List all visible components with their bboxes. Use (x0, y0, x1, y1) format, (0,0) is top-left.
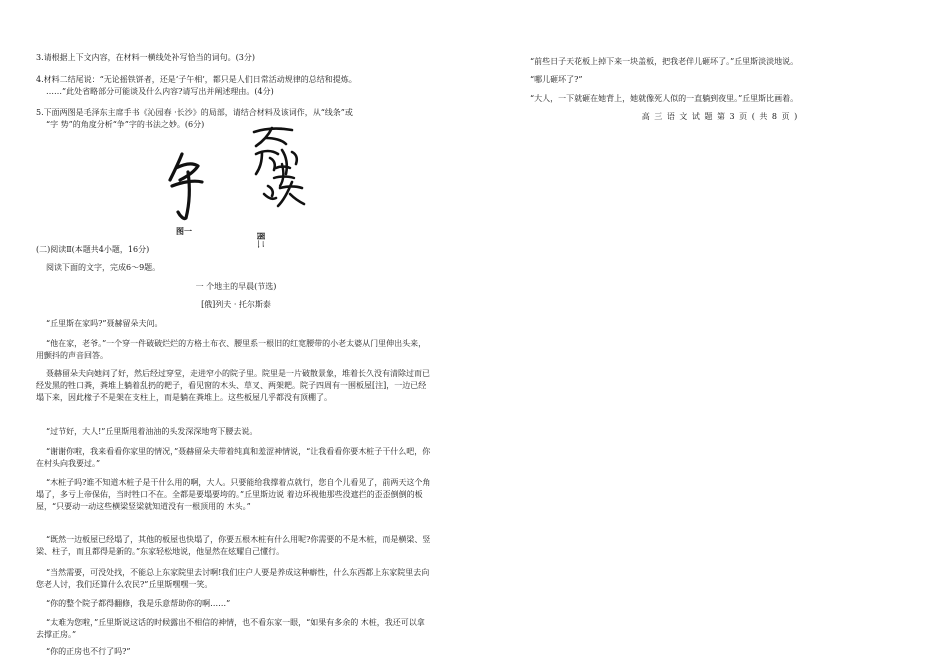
figure-1-label: 图一 (176, 226, 192, 236)
question-5-line-1: 5.下面两图是毛泽东主席手书《沁园春 ·长沙》的局部，请结合材料及该词作，从“线条”或 (36, 108, 353, 117)
paragraph-4: “过节好，大人!”丘里斯甩着油油的头发深深地弯下腰去说。 (46, 427, 258, 436)
passage-title: 一 个地主的早晨(节选) (195, 282, 277, 291)
calligraphy-figure-2 (248, 124, 308, 210)
paragraph-7: “既然一边板屋已经塌了，其他的板屋也快塌了，你要五根木桩有什么用呢?你需要的不是木桩，而是横梁、竖梁、柱子，而且都得是新的。”东家轻松地说，他显然在炫耀自己懂行。 (36, 535, 431, 556)
calligraphy-figure-1 (166, 150, 206, 222)
right-line-2: “哪儿砸坏了?” (530, 75, 583, 84)
question-5-line-2: “字 势”的角度分析“争”字的书法之妙。(6分) (46, 120, 205, 129)
right-line-1: “前些日子天花板上掉下来一块盖板，把我老伴儿砸坏了。”丘里斯淡淡地说。 (530, 57, 799, 66)
paragraph-1: “丘里斯在家吗?”聂赫留朵夫问。 (46, 319, 163, 328)
figure-2-label: 图二 (256, 232, 266, 248)
right-line-3: “大人，一下就砸在她背上，她就像死人似的一直躺到夜里。”丘里斯比画着。 (530, 94, 799, 103)
paragraph-9: “你的整个院子都得翻修，我是乐意帮助你的啊……” (46, 599, 231, 608)
passage-author: [俄]列夫 · 托尔斯泰 (201, 300, 271, 309)
paragraph-8: “当然需要，可没处找，不能总上东家院里去讨啊!我们庄户人要是养成这种癖性，什么东西都上东家院里去向您老人讨，我们还算什么农民?”丘里斯嘿嘿一笑。 (36, 568, 430, 589)
question-4-line-1: 4.材料二结尾说：“无论摇铁饼者，还是‘子午相’，都只是人们日常活动规律的总结和提炼。 (36, 75, 357, 84)
section-heading: (二)阅读Ⅱ(本题共4小题，16分) (36, 245, 150, 254)
reading-instruction: 阅读下面的文字，完成6～9题。 (46, 263, 161, 272)
question-3: 3.请根据上下文内容，在材料一横线处补写恰当的词句。(3分) (36, 53, 255, 62)
paragraph-10: “太难为您啦，”丘里斯说这话的时候露出不相信的神情，也不看东家一眼，“如果有多余的 木桩，我还可以拿去撑正房。” (36, 618, 425, 639)
paragraph-11: “你的正房也不行了吗?” (46, 647, 131, 656)
paragraph-5: “谢谢你啦，我来看看你家里的情况，”聂赫留朵夫带着纯真和羞涩神情说，“让我看看你要木桩子干什么吧，你在村头向我要过。” (36, 447, 431, 468)
paragraph-6: “木桩子吗?谁不知道木桩子是干什么用的啊，大人。只要能给我撑着点就行，您自个儿看见了，前两天这个角塌了，多亏上帝保佑，当时牲口不在。全都是要塌要垮的。”丘里斯边说 着边环视他那些没遮拦的歪歪倒倒的板屋，“只要动一动这些横梁竖梁就知道没有一根顶用的 木头。” (36, 478, 431, 511)
page-footer: 高 三 语 文 试 题 第 3 页 ( 共 8 页 ) (641, 112, 799, 121)
paragraph-2: “他在家，老爷。”一个穿一件破破烂烂的方格土布衣、腰里系一根旧的红宽腰带的小老太婆从门里伸出头来，用颤抖的声音回答。 (36, 339, 427, 360)
paragraph-3: 聂赫留朵夫向她问了好，然后经过穿堂，走进窄小的院子里。院里是一片破散景象，堆着长久没有清除过而已经发黑的牲口粪，粪堆上躺着乱扔的耙子，看见窗的木头、草叉、两架耙。院子四周有一围板屋[注]，一边已经塌下来，因此椽子不是架在支柱上，而是躺在粪堆上。这些板屋几乎都没有顶棚了。 (36, 369, 430, 402)
question-4-line-2: ……”此处省略部分可能谈及什么内容?请写出并阐述理由。(4分) (46, 87, 274, 96)
